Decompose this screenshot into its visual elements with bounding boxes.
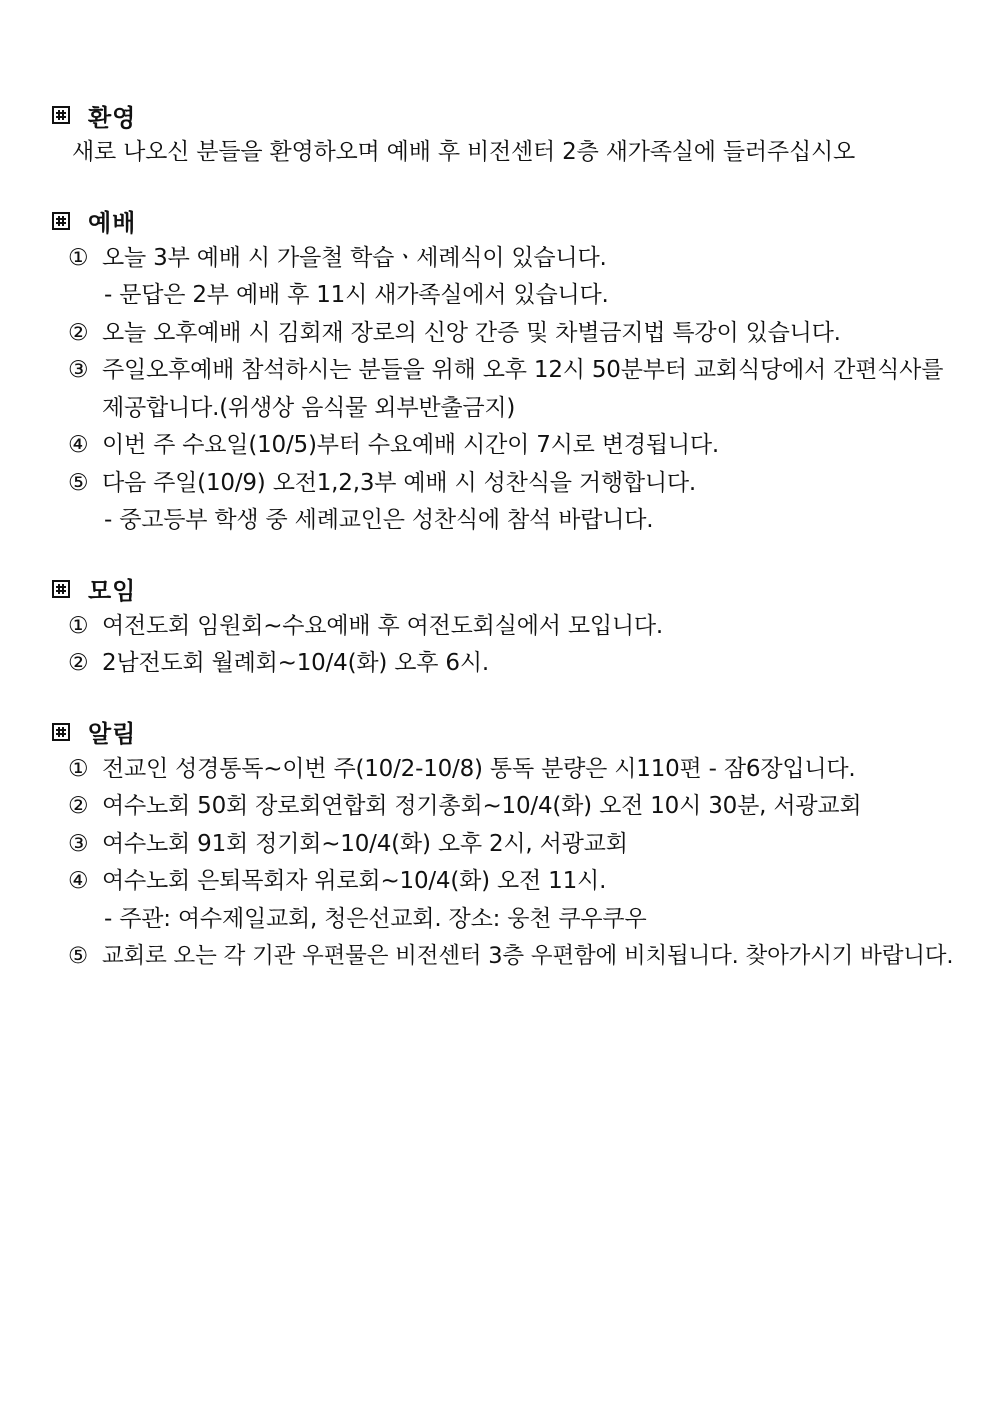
item-text: 여전도회 임원회~수요예배 후 여전도회실에서 모입니다. [102,612,664,639]
item-text: 이번 주 수요일(10/5)부터 수요예배 시간이 7시로 변경됩니다. [102,432,720,458]
item-continuation: 제공합니다.(위생상 음식물 외부반출금지) [102,394,516,421]
list-item [52,315,952,353]
section-title: 환영 [88,103,137,132]
item-number: ③ [68,830,89,857]
section-header [52,202,952,240]
list-item [52,608,952,646]
list-item [52,465,952,503]
item-number: ③ [68,357,89,383]
item-text: 오늘 3부 예배 시 가을철 학습ㆍ세례식이 있습니다. [102,244,607,271]
list-item [52,751,952,789]
item-text: 주일오후예배 참석하시는 분들을 위해 오후 12시 50분부터 교회식당에서 간편식사를 [102,357,944,383]
item-number: ① [68,244,89,271]
item-text: 여수노회 50회 장로회연합회 정기총회~10/4(화) 오전 10시 30분, 서광교회 [102,793,862,819]
list-item [52,352,952,390]
item-number: ④ [68,432,89,458]
section-header [52,570,952,608]
item-number: ① [68,755,89,782]
item-text: 2남전도회 월례회~10/4(화) 오후 6시. [102,650,489,676]
welcome-text: 새로 나오신 분들을 환영하오며 예배 후 비전센터 2층 새가족실에 들러주십시오 [72,139,856,165]
square-bullet-icon [52,580,70,598]
list-item [52,645,952,683]
section-title: 알림 [88,720,137,748]
list-item [52,863,952,901]
square-bullet-icon [52,723,70,741]
item-number: ④ [68,868,89,894]
section-worship [52,202,952,540]
list-item [52,788,952,826]
square-bullet-icon [52,106,70,124]
list-item [52,938,952,976]
list-item [52,826,952,864]
item-text: 전교인 성경통독~이번 주(10/2-10/8) 통독 분량은 시110편 - 잠6장입니다. [102,755,856,782]
item-text: 여수노회 은퇴목회자 위로회~10/4(화) 오전 11시. [102,868,607,894]
item-subnote: - 주관: 여수제일교회, 청은선교회. 장소: 웅천 쿠우쿠우 [104,905,647,932]
section-announcements [52,713,952,976]
section-welcome [52,96,952,172]
section-header [52,713,952,751]
item-number: ② [68,793,89,819]
item-number: ② [68,650,89,676]
section-header [52,96,952,134]
section-title: 모임 [88,577,137,605]
item-text: 오늘 오후예배 시 김회재 장로의 신앙 간증 및 차별금지법 특강이 있습니다. [102,319,841,346]
item-number: ⑤ [68,469,89,496]
square-bullet-icon [52,212,70,230]
item-number: ① [68,612,89,639]
list-item [52,240,952,278]
section-title: 예배 [88,209,137,237]
item-text: 다음 주일(10/9) 오전1,2,3부 예배 시 성찬식을 거행합니다. [102,469,697,496]
item-text: 여수노회 91회 정기회~10/4(화) 오후 2시, 서광교회 [102,830,628,857]
item-subnote: - 문답은 2부 예배 후 11시 새가족실에서 있습니다. [104,282,609,308]
item-number: ⑤ [68,943,88,969]
section-meetings [52,570,952,683]
list-item [52,427,952,465]
item-subnote: - 중고등부 학생 중 세례교인은 성찬식에 참석 바랍니다. [104,507,654,533]
item-number: ② [68,319,89,346]
item-text: 교회로 오는 각 기관 우편물은 비전센터 3층 우편함에 비치됩니다. 찾아가시기 바랍니다. [102,943,954,969]
